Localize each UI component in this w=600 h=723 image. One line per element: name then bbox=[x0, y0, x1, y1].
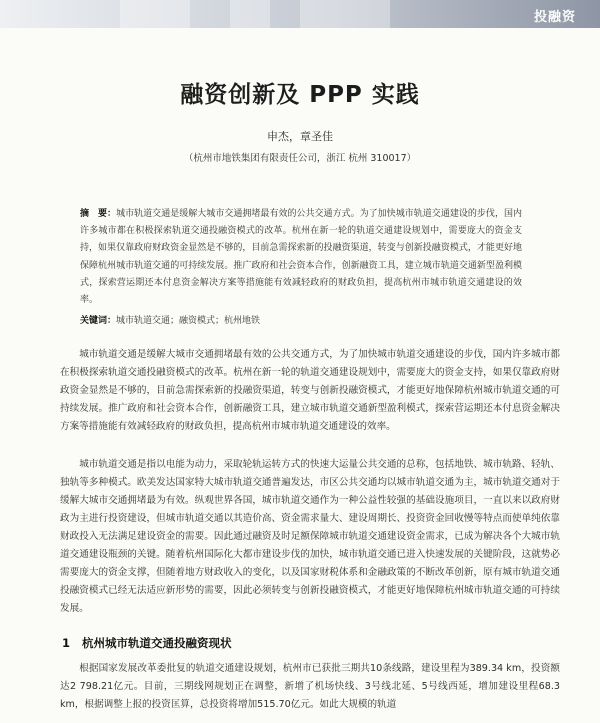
article-title: 融资创新及 PPP 实践 bbox=[180, 82, 420, 108]
author-affiliation: （杭州市地铁集团有限责任公司，浙江 杭州 310017） bbox=[183, 153, 417, 164]
body-paragraph-3: 根据国家发展改革委批复的轨道交通建设规划，杭州市已获批三期共10条线路，建设里程为389.34 km，投资额达2 798.21亿元。目前，三期线网规划正在调整，新增了机场快线、3号线北延、5号线西延，增加建设里程68.3 km，根据调整上报的投资匡算，总投资将增加515.70亿元。如此大规模的轨道 bbox=[60, 663, 560, 710]
keywords-label: 关键词： bbox=[80, 316, 117, 326]
header-band bbox=[0, 0, 600, 28]
abstract-text: 城市轨道交通是缓解大城市交通拥堵最有效的公共交通方式。为了加快城市轨道交通建设的步伐，国内许多城市都在积极探索轨道交通投融资模式的改革。杭州在新一轮的轨道交通建设规划中，需要庞大的资金支持，如果仅靠政府财政资金显然是不够的，目前急需探索新的投融资渠道，转变与创新投融资模式，才能更好地保障杭州城市轨道交通的可持续发展。推广政府和社会资本合作，创新融资工具，建立城市轨道交通新型盈利模式，探索营运期还本付息资金解决方案等措施能有效减轻政府的财政负担，提高杭州市城市轨道交通建设的效率。 bbox=[80, 209, 522, 306]
header-band-stripe bbox=[230, 0, 270, 28]
keywords bbox=[80, 313, 522, 326]
section-tag: 投融资 bbox=[533, 10, 576, 25]
body-paragraph-1: 城市轨道交通是缓解大城市交通拥堵最有效的公共交通方式，为了加快城市轨道交通建设的步伐，国内许多城市都在积极探索轨道交通投融资模式的改革。杭州在新一轮的轨道交通建设规划中，需要庞大的资金支持，如果仅靠政府财政资金显然是不够的，目前急需探索新的投融资渠道，转变与创新投融资模式，才能更好地保障杭州城市轨道交通的可持续发展。推广政府和社会资本合作，创新融资工具，建立城市轨道交通新型盈利模式，探索营运期还本付息资金解决方案等措施能有效减轻政府的财政负担，提高杭州市城市轨道交通建设的效率。 bbox=[60, 349, 560, 432]
abstract-label: 摘 要： bbox=[80, 209, 117, 219]
section-number: 1 bbox=[62, 636, 71, 650]
header-band-stripe bbox=[300, 0, 390, 28]
body-paragraph-2: 城市轨道交通是指以电能为动力，采取轮轨运转方式的快速大运量公共交通的总称，包括地铁、城市轨路、轻轨、独轨等多种模式。欧美发达国家特大城市轨道交通普遍发达，市区公共交通均以城市轨道交通为主，城市轨道交通对于缓解大城市交通拥堵最为有效。纵观世界各国，城市轨道交通作为一种公益性较强的基础设施项目，一直以来以政府财政为主进行投资建设，但城市轨道交通以其造价高、资金需求量大、建设周期长、投资资金回收慢等特点而使单纯依靠财政投入无法满足建设资金的需要。因此通过融资及时足额保障城市轨道交通建设资金需求，已成为解决各个大城市轨道交通建设瓶颈的关键。随着杭州国际化大都市建设步伐的加快，城市轨道交通已进入快速发展的关键阶段，这就势必需要庞大的资金支撑，但随着地方财政收入的变化，以及国家财税体系和金融政策的不断改革创新，原有城市轨道交通投融资模式已经无法适应新形势的需要，因此必须转变与创新投融资模式，才能更好地保障杭州城市轨道交通的可持续发展。 bbox=[60, 459, 560, 614]
keywords-text: 城市轨道交通；融资模式；杭州地铁 bbox=[116, 316, 261, 326]
section-title: 杭州城市轨道交通投融资现状 bbox=[82, 636, 232, 650]
section-heading bbox=[62, 635, 232, 651]
header-band-stripe bbox=[120, 0, 190, 28]
abstract bbox=[80, 206, 522, 309]
article-authors: 申杰，章圣佳 bbox=[267, 130, 333, 143]
